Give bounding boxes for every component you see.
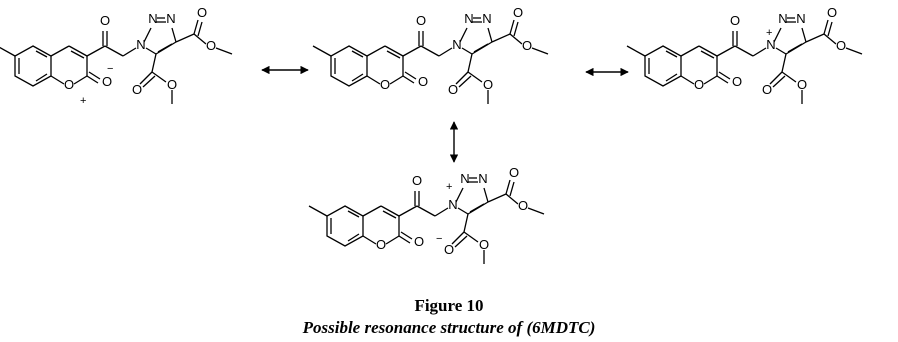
atom-n2: N (464, 11, 474, 26)
atom-o-ester1b: O (517, 198, 529, 213)
atom-n1: N (766, 37, 776, 52)
figure-title: Figure 10 (414, 296, 484, 315)
charge-plus: + (446, 181, 453, 193)
atom-o-ketone: O (99, 13, 111, 28)
atom-o-ketone: O (411, 173, 423, 188)
atom-o-carbonyl: O (413, 234, 425, 249)
structure-2-neutral (313, 5, 548, 104)
atom-o-ester1: O (826, 5, 838, 20)
charge-plus: + (766, 27, 773, 39)
atom-o-ester2: O (131, 82, 143, 97)
atom-o-ester1b: O (835, 38, 847, 53)
atom-o-ester2b: O (166, 77, 178, 92)
atom-o-carbonyl: O (101, 74, 113, 89)
atom-o-ester1: O (508, 165, 520, 180)
atom-o-ester1b: O (205, 38, 217, 53)
atom-o-ring: O (693, 77, 705, 92)
atom-o-ketone: O (415, 13, 427, 28)
atom-n2: N (460, 171, 470, 186)
atom-o-ketone: O (729, 13, 741, 28)
structure-4-ylide (309, 165, 544, 264)
atom-n2: N (148, 11, 158, 26)
structure-3-triazolium (627, 5, 862, 104)
atom-o-ester1b: O (521, 38, 533, 53)
atom-n1: N (448, 197, 458, 212)
structure-1-oxonium-enolate (0, 5, 232, 107)
atom-o-ester2b: O (796, 77, 808, 92)
atom-o-ring: O (379, 77, 391, 92)
atom-o-ester2: O (447, 82, 459, 97)
atom-n1: N (136, 37, 146, 52)
charge-minus: − (436, 233, 443, 245)
atom-o-ester1: O (196, 5, 208, 20)
atom-n3: N (166, 11, 176, 26)
atom-n3: N (482, 11, 492, 26)
atom-n2: N (778, 11, 788, 26)
atom-o-ester1: O (512, 5, 524, 20)
figure-subtitle: Possible resonance structure of (6MDTC) (302, 318, 596, 337)
charge-plus: + (80, 95, 87, 107)
atom-n1: N (452, 37, 462, 52)
atom-o-ring: O (63, 77, 75, 92)
atom-o-ester2b: O (478, 237, 490, 252)
atom-o-ester2b: O (482, 77, 494, 92)
atom-o-ring: O (375, 237, 387, 252)
atom-n3: N (796, 11, 806, 26)
atom-o-carbonyl: O (731, 74, 743, 89)
atom-o-carbonyl: O (417, 74, 429, 89)
charge-minus: − (107, 63, 114, 75)
atom-o-ester2: O (761, 82, 773, 97)
atom-o-ester2: O (443, 242, 455, 257)
atom-n3: N (478, 171, 488, 186)
